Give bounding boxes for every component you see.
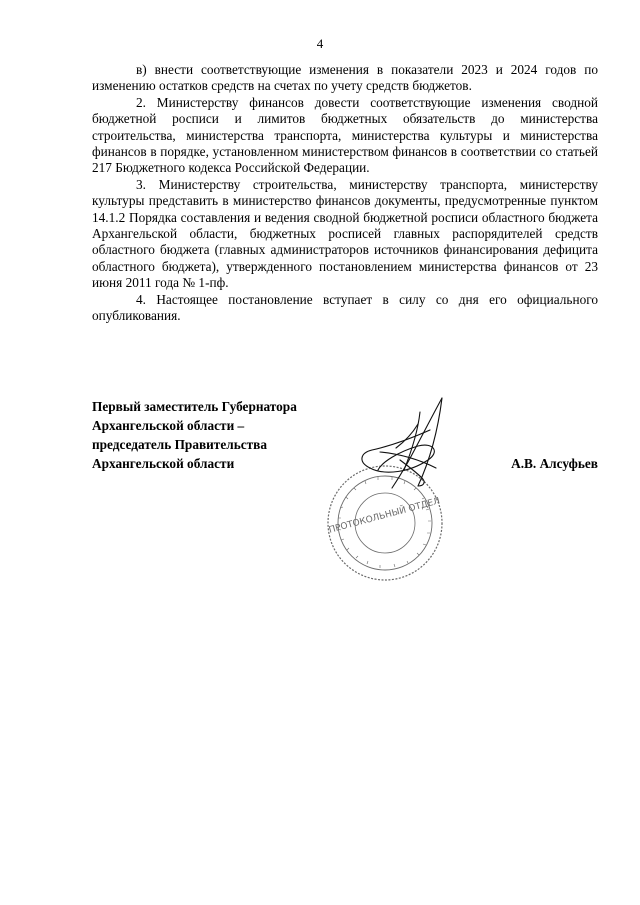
paragraph-3: 3. Министерству строительства, министерству транспорта, министерству культуры представить в министерство финансов документы, предусмотренные пунктом 14.1.2 Порядка составления и ведения сводной бюджетной росписи областного бюджета Архангельской области, бюджетных росписей главных распорядителей средств областного бюджета (главных администраторов источников финансирования дефицита областного бюджета), утвержденного постановлением министерства финансов от 23 июня 2011 года № 1-пф. [92,176,598,291]
seal-text: ПРОТОКОЛЬНЫЙ ОТДЕЛ [327,496,442,536]
signer-position-line-2: Архангельской области – [92,418,245,433]
paragraph-2: 2. Министерству финансов довести соответствующие изменения сводной бюджетной росписи и лимитов бюджетных обязательств до министерства строительства, министерства транспорта, министерства культуры и министерства финансов в порядке, установленном министерством финансов в соответствии со статьей 217 Бюджетного кодекса Российской Федерации. [92,94,598,176]
paragraph-4: 4. Настоящее постановление вступает в силу со дня его официального опубликования. [92,291,598,324]
signature-block [92,397,598,473]
document-body [92,62,598,325]
seal-stamp [327,466,442,580]
page-number: 4 [316,36,324,51]
signer-position-line-4: Архангельской области [92,456,235,471]
signer-position-line-1: Первый заместитель Губернатора [92,399,297,414]
signer-name: А.В. Алсуфьев [511,456,598,471]
paragraph-1: в) внести соответствующие изменения в показатели 2023 и 2024 годов по изменению остатков средств на счетах по учету средств бюджетов. [92,62,598,94]
signer-position-line-3: председатель Правительства [92,437,267,452]
